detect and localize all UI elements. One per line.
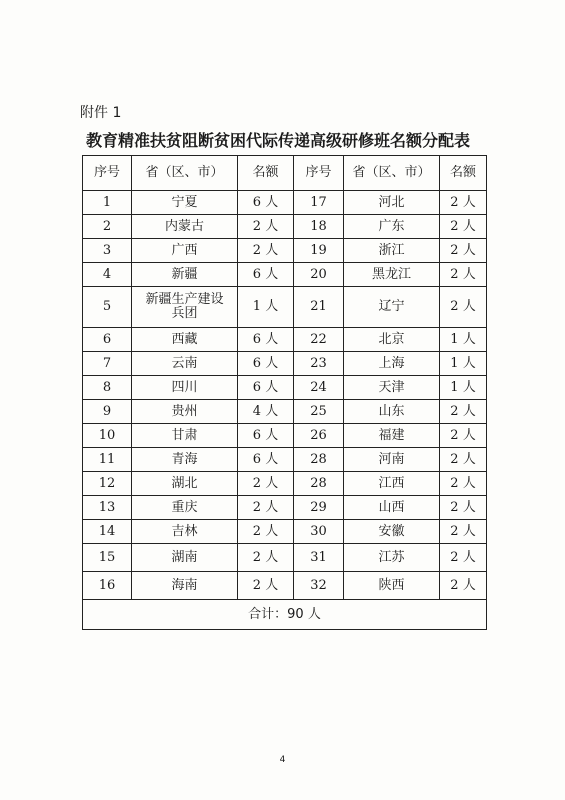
table-row bbox=[83, 544, 487, 572]
header-quota: 名额 bbox=[238, 156, 294, 191]
table-row bbox=[83, 424, 487, 448]
row-province: 安徽 bbox=[344, 520, 440, 544]
row-province: 重庆 bbox=[132, 496, 238, 520]
row-index: 2 bbox=[83, 215, 132, 239]
row-quota: 2 人 bbox=[238, 215, 294, 239]
row-quota: 2 人 bbox=[440, 191, 487, 215]
row-index: 8 bbox=[83, 376, 132, 400]
row-quota: 2 人 bbox=[440, 496, 487, 520]
row-quota: 2 人 bbox=[238, 472, 294, 496]
row-province: 广东 bbox=[344, 215, 440, 239]
row-province: 河北 bbox=[344, 191, 440, 215]
row-province: 江西 bbox=[344, 472, 440, 496]
row-province: 西藏 bbox=[132, 328, 238, 352]
table-row bbox=[83, 520, 487, 544]
row-province: 陕西 bbox=[344, 572, 440, 600]
row-index: 10 bbox=[83, 424, 132, 448]
row-index: 20 bbox=[294, 263, 344, 287]
row-province: 内蒙古 bbox=[132, 215, 238, 239]
row-index: 11 bbox=[83, 448, 132, 472]
attachment-label: 附件 1 bbox=[80, 105, 122, 121]
row-quota: 2 人 bbox=[440, 472, 487, 496]
row-quota: 4 人 bbox=[238, 400, 294, 424]
row-quota: 6 人 bbox=[238, 424, 294, 448]
row-index: 29 bbox=[294, 496, 344, 520]
table-row bbox=[83, 376, 487, 400]
row-index: 15 bbox=[83, 544, 132, 572]
row-quota: 2 人 bbox=[440, 544, 487, 572]
row-province: 辽宁 bbox=[344, 287, 440, 328]
row-index: 24 bbox=[294, 376, 344, 400]
row-quota: 6 人 bbox=[238, 328, 294, 352]
row-index: 3 bbox=[83, 239, 132, 263]
table-row bbox=[83, 448, 487, 472]
row-quota: 1 人 bbox=[440, 376, 487, 400]
row-index: 26 bbox=[294, 424, 344, 448]
row-province: 甘肃 bbox=[132, 424, 238, 448]
row-index: 7 bbox=[83, 352, 132, 376]
table-row bbox=[83, 328, 487, 352]
total-cell: 合计：90 人 bbox=[83, 600, 487, 630]
table-row bbox=[83, 191, 487, 215]
row-index: 9 bbox=[83, 400, 132, 424]
page-number: 4 bbox=[279, 755, 286, 765]
row-province: 湖北 bbox=[132, 472, 238, 496]
row-index: 18 bbox=[294, 215, 344, 239]
row-province: 浙江 bbox=[344, 239, 440, 263]
row-index: 31 bbox=[294, 544, 344, 572]
row-quota: 2 人 bbox=[440, 520, 487, 544]
row-province: 福建 bbox=[344, 424, 440, 448]
row-province: 湖南 bbox=[132, 544, 238, 572]
row-province: 广西 bbox=[132, 239, 238, 263]
table-row bbox=[83, 352, 487, 376]
row-index: 22 bbox=[294, 328, 344, 352]
row-province: 新疆生产建设兵团 bbox=[132, 287, 238, 328]
row-index: 19 bbox=[294, 239, 344, 263]
row-index: 16 bbox=[83, 572, 132, 600]
row-province: 山东 bbox=[344, 400, 440, 424]
row-index: 25 bbox=[294, 400, 344, 424]
row-province: 黑龙江 bbox=[344, 263, 440, 287]
row-province: 海南 bbox=[132, 572, 238, 600]
table-row bbox=[83, 287, 487, 328]
row-index: 5 bbox=[83, 287, 132, 328]
row-index: 23 bbox=[294, 352, 344, 376]
row-quota: 2 人 bbox=[440, 287, 487, 328]
row-index: 6 bbox=[83, 328, 132, 352]
row-quota: 2 人 bbox=[440, 239, 487, 263]
header-quota: 名额 bbox=[440, 156, 487, 191]
table-row bbox=[83, 572, 487, 600]
row-province: 云南 bbox=[132, 352, 238, 376]
table-row bbox=[83, 215, 487, 239]
row-quota: 2 人 bbox=[440, 572, 487, 600]
row-province: 新疆 bbox=[132, 263, 238, 287]
row-index: 17 bbox=[294, 191, 344, 215]
row-province: 北京 bbox=[344, 328, 440, 352]
row-quota: 1 人 bbox=[238, 287, 294, 328]
table-total-row bbox=[83, 600, 487, 630]
row-province: 贵州 bbox=[132, 400, 238, 424]
header-province: 省（区、市） bbox=[132, 156, 238, 191]
row-quota: 2 人 bbox=[440, 424, 487, 448]
row-quota: 2 人 bbox=[238, 572, 294, 600]
table-row bbox=[83, 400, 487, 424]
row-index: 28 bbox=[294, 448, 344, 472]
row-index: 12 bbox=[83, 472, 132, 496]
row-province: 山西 bbox=[344, 496, 440, 520]
row-index: 30 bbox=[294, 520, 344, 544]
table-row bbox=[83, 472, 487, 496]
row-quota: 6 人 bbox=[238, 263, 294, 287]
row-quota: 2 人 bbox=[238, 496, 294, 520]
row-quota: 2 人 bbox=[238, 544, 294, 572]
row-quota: 2 人 bbox=[440, 263, 487, 287]
row-index: 14 bbox=[83, 520, 132, 544]
table-header-row bbox=[83, 156, 487, 191]
row-quota: 6 人 bbox=[238, 191, 294, 215]
row-province: 天津 bbox=[344, 376, 440, 400]
row-province: 青海 bbox=[132, 448, 238, 472]
table-row bbox=[83, 496, 487, 520]
row-quota: 2 人 bbox=[440, 448, 487, 472]
header-province: 省（区、市） bbox=[344, 156, 440, 191]
row-province: 吉林 bbox=[132, 520, 238, 544]
row-quota: 1 人 bbox=[440, 328, 487, 352]
row-quota: 2 人 bbox=[238, 239, 294, 263]
document-title: 教育精准扶贫阻断贫困代际传递高级研修班名额分配表 bbox=[86, 131, 471, 150]
row-province: 宁夏 bbox=[132, 191, 238, 215]
quota-table bbox=[82, 155, 487, 630]
row-province: 河南 bbox=[344, 448, 440, 472]
row-index: 32 bbox=[294, 572, 344, 600]
row-province: 四川 bbox=[132, 376, 238, 400]
row-index: 13 bbox=[83, 496, 132, 520]
row-index: 28 bbox=[294, 472, 344, 496]
table-row bbox=[83, 263, 487, 287]
table-row bbox=[83, 239, 487, 263]
row-index: 4 bbox=[83, 263, 132, 287]
row-index: 21 bbox=[294, 287, 344, 328]
header-index: 序号 bbox=[294, 156, 344, 191]
row-quota: 2 人 bbox=[238, 520, 294, 544]
row-quota: 2 人 bbox=[440, 400, 487, 424]
row-quota: 6 人 bbox=[238, 376, 294, 400]
row-quota: 2 人 bbox=[440, 215, 487, 239]
row-province: 上海 bbox=[344, 352, 440, 376]
header-index: 序号 bbox=[83, 156, 132, 191]
row-index: 1 bbox=[83, 191, 132, 215]
row-quota: 6 人 bbox=[238, 448, 294, 472]
row-province: 江苏 bbox=[344, 544, 440, 572]
row-quota: 6 人 bbox=[238, 352, 294, 376]
row-quota: 1 人 bbox=[440, 352, 487, 376]
